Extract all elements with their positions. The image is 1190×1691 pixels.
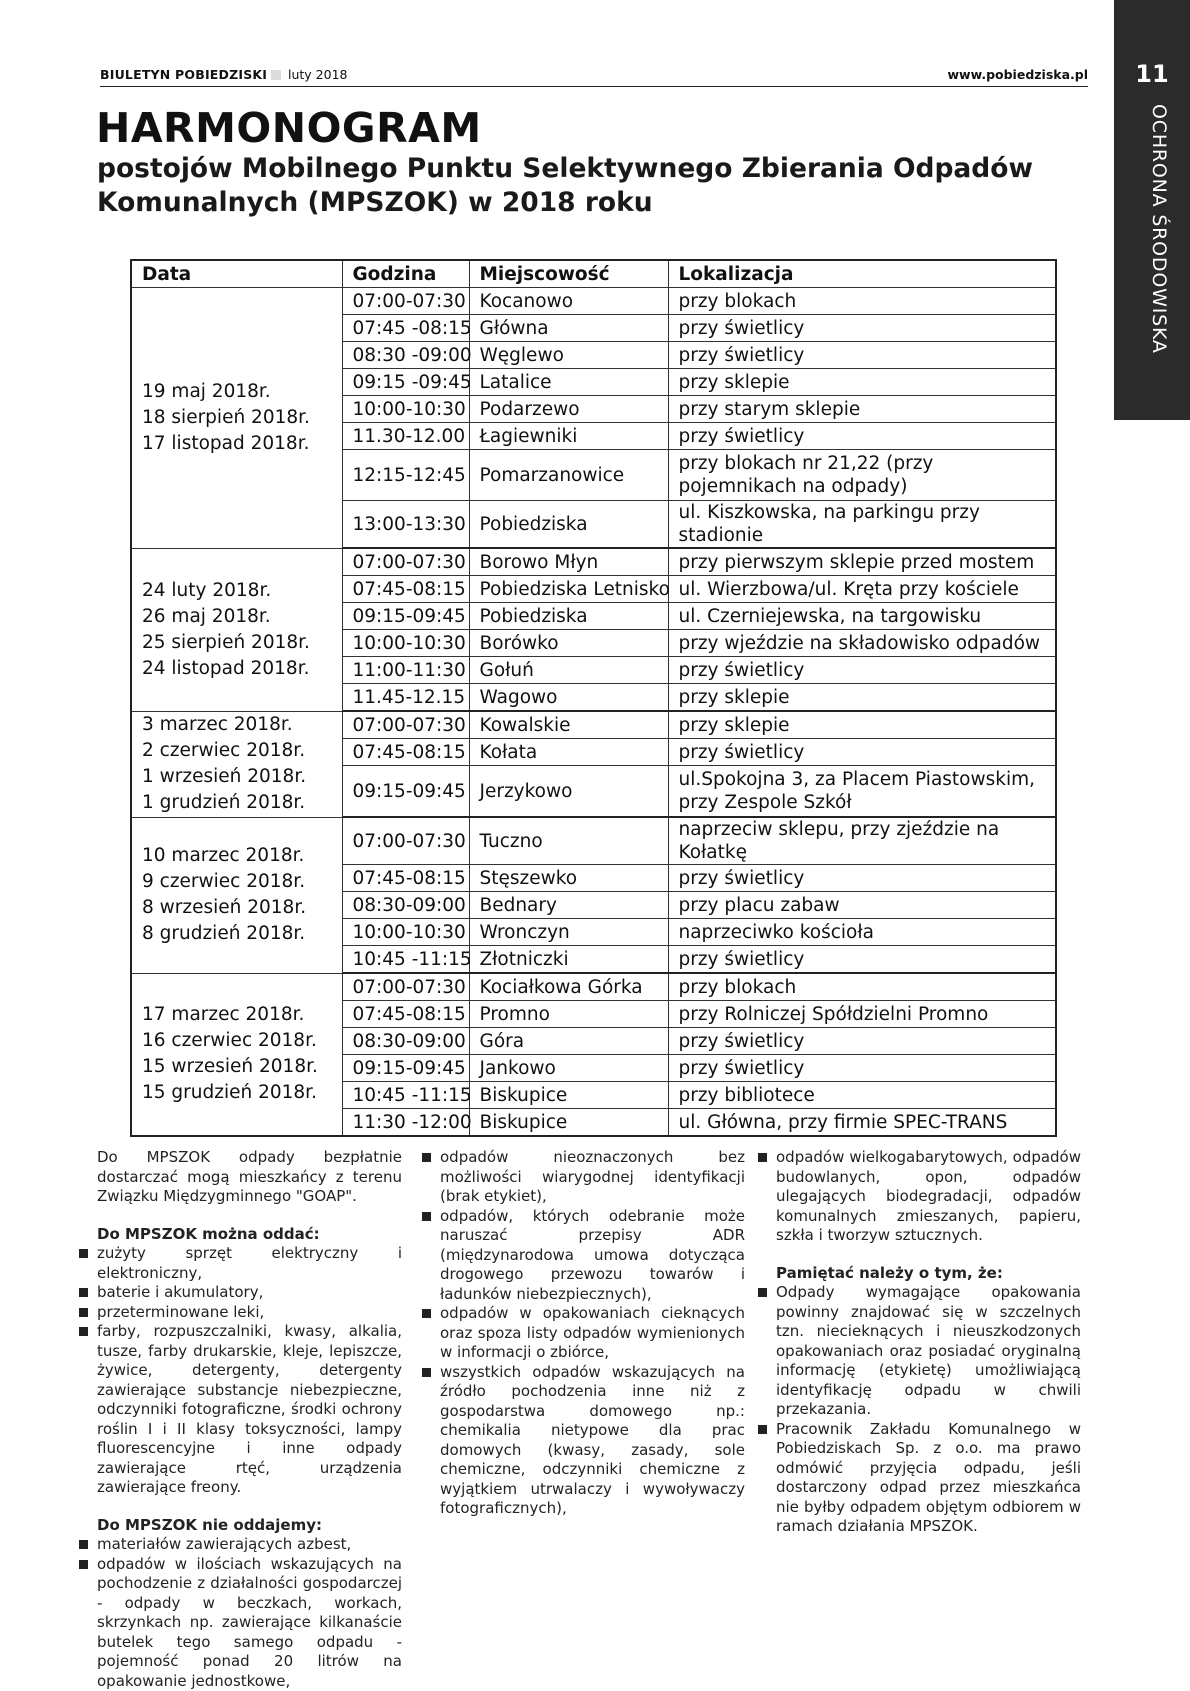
dates-cell (131, 711, 342, 817)
place-cell: Główna (469, 315, 668, 342)
schedule-table (130, 259, 1057, 1137)
notes-heading: Pamiętać należy o tym, że: (776, 1264, 1081, 1284)
date-entry: 25 sierpień 2018r. (142, 630, 332, 656)
location-cell: przy wjeździe na składowisko odpadów (668, 630, 1056, 657)
table-row (131, 817, 1056, 865)
intro-text: Do MPSZOK odpady bezpłatnie dostarczać mogą mieszkańcy z terenu Związku Międzygminnego "GOAP". (97, 1148, 402, 1207)
subtitle-line-1: postojów Mobilnego Punktu Selektywnego Zbierania Odpadów (97, 153, 1033, 184)
location-cell: przy świetlicy (668, 315, 1056, 342)
date-entry: 1 wrzesień 2018r. (142, 764, 332, 790)
date-entry: 16 czerwiec 2018r. (142, 1028, 332, 1054)
time-cell: 09:15-09:45 (342, 766, 469, 818)
time-cell: 10:00-10:30 (342, 396, 469, 423)
list-item: odpadów w opakowaniach cieknących oraz spoza listy odpadów wymienionych w informacji o zbiórce, (440, 1304, 745, 1363)
list-item: odpadów, których odebranie może naruszać przepisy ADR (międzynarodowa umowa dotycząca drogowego przewozu towarów i ładunków niebezpiecznych), (440, 1207, 745, 1305)
time-cell: 10:45 -11:15 (342, 1082, 469, 1109)
time-cell: 09:15 -09:45 (342, 369, 469, 396)
place-cell: Wronczyn (469, 919, 668, 946)
dates-cell (131, 817, 342, 973)
page-header (100, 66, 1088, 87)
location-cell: przy świetlicy (668, 1028, 1056, 1055)
place-cell: Latalice (469, 369, 668, 396)
time-cell: 08:30-09:00 (342, 892, 469, 919)
reject-list-part-1 (97, 1535, 402, 1691)
location-cell: przy świetlicy (668, 865, 1056, 892)
time-cell: 07:45-08:15 (342, 739, 469, 766)
list-item: wszystkich odpadów wskazujących na źródło pochodzenia inne niż z gospodarstwa domowego np.: chemikalia nietypowe dla prac domowych (kwasy, zasady, sole chemiczne, odczynniki chemiczne z wyjątkiem utrwalaczy i wywoływaczy fotograficznych), (440, 1363, 745, 1519)
location-cell: przy sklepie (668, 711, 1056, 739)
list-item: Pracownik Zakładu Komunalnego w Pobiedziskach Sp. z o.o. ma prawo odmówić przyjęcia odpadu, jeśli dostarczony odpad przez mieszkańca nie byłby odpadem objętym odbiorem w ramach działania MPSZOK. (776, 1420, 1081, 1537)
location-cell: przy świetlicy (668, 342, 1056, 369)
location-cell: przy blokach (668, 973, 1056, 1001)
date-entry: 26 maj 2018r. (142, 604, 332, 630)
reject-list-part-3 (776, 1148, 1081, 1246)
location-cell: przy bibliotece (668, 1082, 1056, 1109)
list-item: przeterminowane leki, (97, 1303, 402, 1323)
location-cell: ul. Główna, przy firmie SPEC-TRANS (668, 1109, 1056, 1137)
place-cell: Pobiedziska (469, 603, 668, 630)
location-cell: przy blokach nr 21,22 (przy pojemnikach na odpady) (668, 450, 1056, 501)
place-cell: Łagiewniki (469, 423, 668, 450)
time-cell: 09:15-09:45 (342, 603, 469, 630)
page-title: HARMONOGRAM (96, 104, 482, 152)
time-cell: 08:30 -09:00 (342, 342, 469, 369)
time-cell: 11:30 -12:00 (342, 1109, 469, 1137)
accept-heading: Do MPSZOK można oddać: (97, 1225, 402, 1245)
time-cell: 10:00-10:30 (342, 630, 469, 657)
date-entry: 1 grudzień 2018r. (142, 790, 332, 816)
location-cell: przy świetlicy (668, 657, 1056, 684)
list-item: baterie i akumulatory, (97, 1283, 402, 1303)
location-cell: naprzeciw sklepu, przy zjeździe na Kołatkę (668, 817, 1056, 865)
schedule-body (131, 288, 1056, 1137)
date-entry: 24 listopad 2018r. (142, 656, 332, 682)
place-cell: Kołata (469, 739, 668, 766)
place-cell: Jerzykowo (469, 766, 668, 818)
date-entry: 17 listopad 2018r. (142, 431, 332, 457)
header-place: Miejscowość (469, 260, 668, 288)
place-cell: Gołuń (469, 657, 668, 684)
time-cell: 09:15-09:45 (342, 1055, 469, 1082)
location-cell: naprzeciwko kościoła (668, 919, 1056, 946)
website-link[interactable]: www.pobiedziska.pl (947, 67, 1088, 82)
info-column-1 (97, 1148, 402, 1691)
dates-cell (131, 288, 342, 549)
place-cell: Góra (469, 1028, 668, 1055)
time-cell: 11:00-11:30 (342, 657, 469, 684)
info-column-3 (776, 1148, 1081, 1537)
date-entry: 18 sierpień 2018r. (142, 405, 332, 431)
location-cell: przy świetlicy (668, 1055, 1056, 1082)
location-cell: ul.Spokojna 3, za Placem Piastowskim, przy Zespole Szkół (668, 766, 1056, 818)
place-cell: Borowo Młyn (469, 548, 668, 576)
time-cell: 11.30-12.00 (342, 423, 469, 450)
place-cell: Biskupice (469, 1109, 668, 1137)
location-cell: przy świetlicy (668, 423, 1056, 450)
date-entry: 24 luty 2018r. (142, 578, 332, 604)
publication-name: BIULETYN POBIEDZISKI (100, 67, 267, 82)
place-cell: Promno (469, 1001, 668, 1028)
date-entry: 2 czerwiec 2018r. (142, 738, 332, 764)
notes-list (776, 1283, 1081, 1537)
date-entry: 15 grudzień 2018r. (142, 1080, 332, 1106)
place-cell: Kociałkowa Górka (469, 973, 668, 1001)
place-cell: Kowalskie (469, 711, 668, 739)
header-date: Data (131, 260, 342, 288)
location-cell: ul. Kiszkowska, na parkingu przy stadionie (668, 501, 1056, 549)
location-cell: przy pierwszym sklepie przed mostem (668, 548, 1056, 576)
list-item: farby, rozpuszczalniki, kwasy, alkalia, tusze, farby drukarskie, kleje, lepiszcze, żywice, detergenty, detergenty zawierające substancje niebezpieczne, odczynniki fotograficzne, środki ochrony roślin I i II klasy toksyczności, lampy fluorescencyjne i inne odpady zawierające rtęć, urządzenia zawierające freony. (97, 1322, 402, 1498)
location-cell: przy placu zabaw (668, 892, 1056, 919)
time-cell: 10:00-10:30 (342, 919, 469, 946)
time-cell: 07:00-07:30 (342, 711, 469, 739)
date-entry: 15 wrzesień 2018r. (142, 1054, 332, 1080)
list-item: zużyty sprzęt elektryczny i elektroniczny, (97, 1244, 402, 1283)
date-entry: 10 marzec 2018r. (142, 843, 332, 869)
time-cell: 10:45 -11:15 (342, 946, 469, 974)
table-header-row (131, 260, 1056, 288)
place-cell: Wagowo (469, 684, 668, 712)
reject-heading: Do MPSZOK nie oddajemy: (97, 1516, 402, 1536)
time-cell: 07:45-08:15 (342, 865, 469, 892)
table-row (131, 711, 1056, 739)
location-cell: przy świetlicy (668, 739, 1056, 766)
date-entry: 17 marzec 2018r. (142, 1002, 332, 1028)
section-label: OCHRONA ŚRODOWISKA (1148, 104, 1170, 354)
place-cell: Kocanowo (469, 288, 668, 315)
table-row (131, 973, 1056, 1001)
time-cell: 12:15-12:45 (342, 450, 469, 501)
place-cell: Podarzewo (469, 396, 668, 423)
place-cell: Pobiedziska (469, 501, 668, 549)
time-cell: 07:00-07:30 (342, 973, 469, 1001)
location-cell: przy starym sklepie (668, 396, 1056, 423)
issue-date: luty 2018 (288, 67, 347, 82)
time-cell: 11.45-12.15 (342, 684, 469, 712)
place-cell: Stęszewko (469, 865, 668, 892)
time-cell: 07:00-07:30 (342, 817, 469, 865)
list-item: odpadów nieoznaczonych bez możliwości wiarygodnej identyfikacji (brak etykiet), (440, 1148, 745, 1207)
place-cell: Jankowo (469, 1055, 668, 1082)
time-cell: 07:45-08:15 (342, 1001, 469, 1028)
header-separator (271, 70, 281, 80)
location-cell: przy blokach (668, 288, 1056, 315)
table-row (131, 548, 1056, 576)
table-row (131, 288, 1056, 315)
place-cell: Pobiedziska Letnisko (469, 576, 668, 603)
time-cell: 07:00-07:30 (342, 288, 469, 315)
page-number: 11 (1114, 60, 1190, 88)
header-location: Lokalizacja (668, 260, 1056, 288)
location-cell: ul. Czerniejewska, na targowisku (668, 603, 1056, 630)
subtitle-line-2: Komunalnych (MPSZOK) w 2018 roku (97, 187, 653, 218)
list-item: materiałów zawierających azbest, (97, 1535, 402, 1555)
date-entry: 19 maj 2018r. (142, 379, 332, 405)
place-cell: Węglewo (469, 342, 668, 369)
list-item: Odpady wymagające opakowania powinny znajdować się w szczelnych tzn. niecieknących i nieuszkodzonych opakowaniach oraz posiadać oryginalną informację (etykietę) umożliwiającą identyfikację odpadu w chwili przekazania. (776, 1283, 1081, 1420)
dates-cell (131, 973, 342, 1136)
time-cell: 07:00-07:30 (342, 548, 469, 576)
time-cell: 07:45-08:15 (342, 576, 469, 603)
location-cell: przy świetlicy (668, 946, 1056, 974)
place-cell: Biskupice (469, 1082, 668, 1109)
date-entry: 8 wrzesień 2018r. (142, 895, 332, 921)
time-cell: 13:00-13:30 (342, 501, 469, 549)
date-entry: 9 czerwiec 2018r. (142, 869, 332, 895)
place-cell: Złotniczki (469, 946, 668, 974)
location-cell: przy sklepie (668, 369, 1056, 396)
place-cell: Bednary (469, 892, 668, 919)
time-cell: 08:30-09:00 (342, 1028, 469, 1055)
time-cell: 07:45 -08:15 (342, 315, 469, 342)
place-cell: Tuczno (469, 817, 668, 865)
location-cell: ul. Wierzbowa/ul. Kręta przy kościele (668, 576, 1056, 603)
reject-list-part-2 (440, 1148, 745, 1519)
location-cell: przy Rolniczej Spółdzielni Promno (668, 1001, 1056, 1028)
page-subtitle (97, 152, 1097, 220)
list-item: odpadów w ilościach wskazujących na pochodzenie z działalności gospodarczej - odpady w beczkach, workach, skrzynkach np. zawierające kilkanaście butelek tego samego odpadu - pojemność ponad 20 litrów na opakowanie jednostkowe, (97, 1555, 402, 1691)
place-cell: Pomarzanowice (469, 450, 668, 501)
section-tab (1114, 0, 1190, 420)
header-time: Godzina (342, 260, 469, 288)
place-cell: Borówko (469, 630, 668, 657)
list-item: odpadów wielkogabarytowych, odpadów budowlanych, opon, odpadów ulegających biodegradacji, odpadów komunalnych zmieszanych, papieru, szkła i tworzyw sztucznych. (776, 1148, 1081, 1246)
date-entry: 8 grudzień 2018r. (142, 921, 332, 947)
dates-cell (131, 548, 342, 711)
date-entry: 3 marzec 2018r. (142, 712, 332, 738)
accept-list (97, 1244, 402, 1498)
location-cell: przy sklepie (668, 684, 1056, 712)
info-column-2 (440, 1148, 745, 1519)
